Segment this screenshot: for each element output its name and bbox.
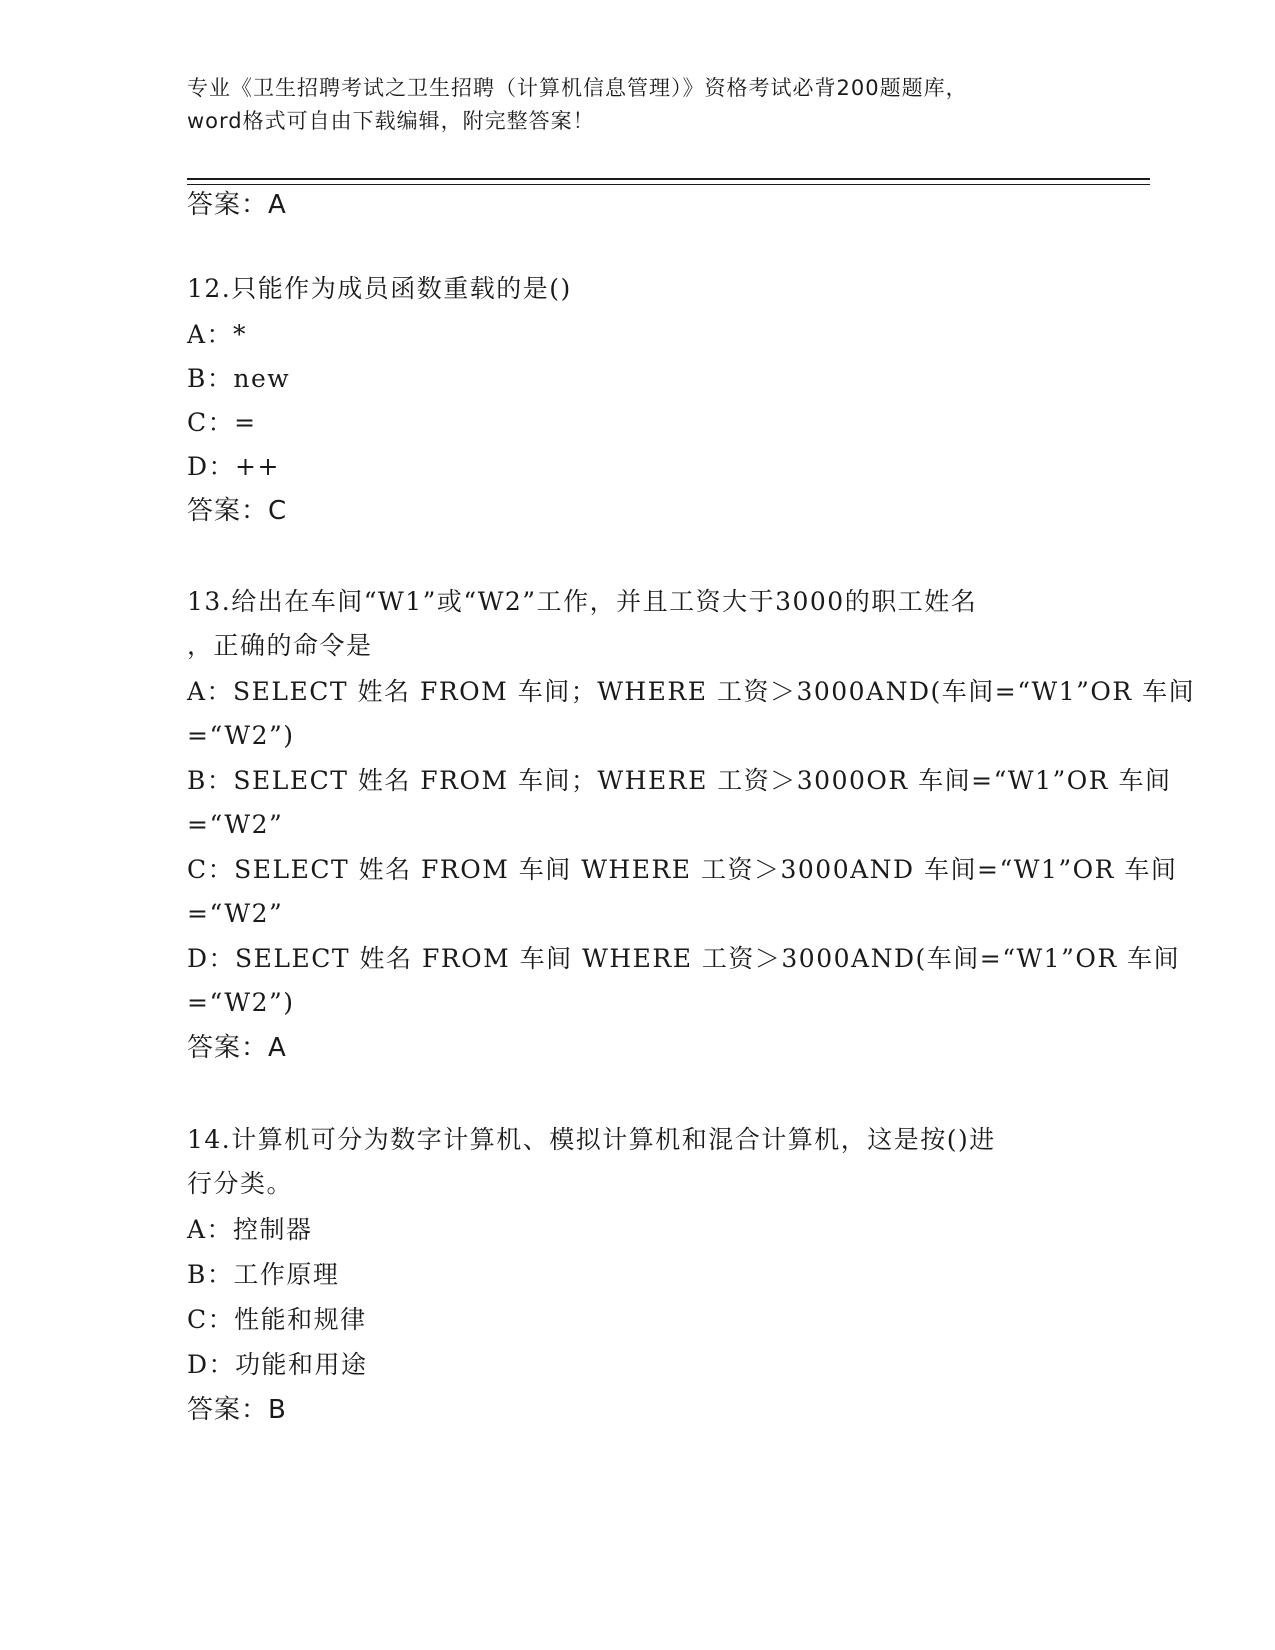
- question-stem-continued: 行分类。: [187, 1169, 294, 1198]
- option-c: C：=: [187, 408, 257, 437]
- question-stem: 14.计算机可分为数字计算机、模拟计算机和混合计算机，这是按()进: [187, 1125, 996, 1154]
- option-c: C：性能和规律: [187, 1305, 367, 1334]
- option-c-continued: =“W2”: [187, 899, 284, 928]
- answer-line: 答案：B: [187, 1395, 287, 1425]
- option-b-continued: =“W2”: [187, 810, 284, 839]
- option-a: A：*: [187, 320, 248, 349]
- option-a: A：SELECT 姓名 FROM 车间；WHERE 工资＞3000AND(车间=“W1”OR 车间: [187, 677, 1196, 706]
- option-d: D：功能和用途: [187, 1350, 368, 1379]
- question-stem: 13.给出在车间“W1”或“W2”工作，并且工资大于3000的职工姓名: [187, 587, 978, 616]
- previous-answer: 答案：A: [187, 190, 287, 220]
- header-divider: [187, 178, 1150, 180]
- header-line-1: 专业《卫生招聘考试之卫生招聘（计算机信息管理）》资格考试必背200题题库，: [187, 76, 968, 100]
- header-divider-thin: [187, 184, 1150, 185]
- question-stem-continued: ，正确的命令是: [187, 631, 373, 660]
- option-a-continued: =“W2”): [187, 721, 295, 750]
- option-d: D：++: [187, 452, 280, 481]
- option-a: A：控制器: [187, 1215, 313, 1244]
- option-d-continued: =“W2”): [187, 988, 295, 1017]
- option-b: B：工作原理: [187, 1260, 340, 1289]
- option-c: C：SELECT 姓名 FROM 车间 WHERE 工资＞3000AND 车间=“W1”OR 车间: [187, 855, 1178, 884]
- document-header: [187, 72, 1087, 138]
- header-line-2: word格式可自由下载编辑，附完整答案！: [187, 109, 595, 133]
- option-d: D：SELECT 姓名 FROM 车间 WHERE 工资＞3000AND(车间=“W1”OR 车间: [187, 944, 1181, 973]
- option-b: B：SELECT 姓名 FROM 车间；WHERE 工资＞3000OR 车间=“W1”OR 车间: [187, 766, 1172, 795]
- answer-line: 答案：C: [187, 496, 288, 526]
- option-b: B：new: [187, 364, 291, 393]
- question-stem: 12.只能作为成员函数重载的是(): [187, 274, 572, 303]
- answer-line: 答案：A: [187, 1033, 287, 1063]
